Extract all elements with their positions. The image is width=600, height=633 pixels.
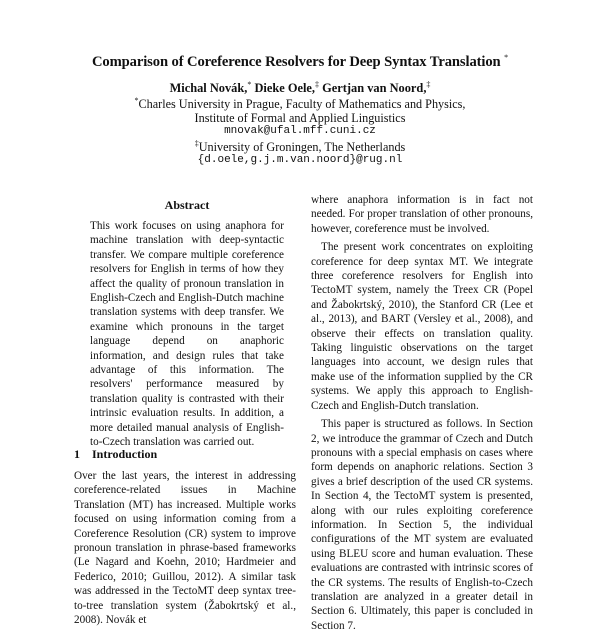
author-mark: *: [247, 80, 252, 89]
affiliation-mark: ‡: [194, 139, 199, 148]
section-title: Introduction: [92, 447, 158, 461]
author-email: mnovak@ufal.mff.cuni.cz: [224, 125, 376, 137]
author-name: Dieke Oele,: [254, 81, 316, 96]
paper-title-text: Comparison of Coreference Resolvers for Deep Syntax Translation: [91, 53, 501, 70]
affiliation-line: Institute of Formal and Applied Linguistics: [194, 111, 406, 125]
author-mark: ‡: [426, 80, 431, 89]
right-column: [311, 193, 533, 633]
paper-title: [0, 53, 600, 71]
affiliation-text: Charles University in Prague, Faculty of Mathematics and Physics,: [138, 97, 466, 112]
author-email: {d.oele,g.j.m.van.noord}@rug.nl: [197, 154, 403, 166]
affiliation-mark: *: [134, 96, 139, 105]
affiliation-line: [0, 139, 600, 155]
paragraph: Over the last years, the interest in addressing coreference-related issues in Machine Translation (MT) has increased. Multiple works focused on using information coming from a Coreference Resolution (CR) system to improve pronoun translation in phrase-based frameworks (Le Nagard and Koehn, 2010; Hardmeier and Federico, 2010; Guillou, 2012). A similar task was addressed in the TectoMT deep syntax tree-to-tree translation system (Žabokrtský et al., 2008). Novák et: [74, 470, 296, 627]
affiliation-line: [0, 96, 600, 112]
paragraph: This paper is structured as follows. In Section 2, we introduce the grammar of Czech and Dutch pronouns with a special emphasis on cases where form depends on anaphoric relations. Section 3 gives a brief description of the used CR systems. In Section 4, the TectoMT system is presented, along with our rules exploiting coreference information. In Section 5, the individual configurations of the MT system are evaluated using BLEU score and human evaluation. These evaluations are contrasted with intrinsic scores of the CR systems. The results of English-to-Czech translation are analyzed in a greater detail in Section 6. Ultimately, this paper is concluded in Section 7.: [311, 418, 533, 632]
author-list: [0, 80, 600, 96]
abstract-heading: Abstract: [164, 198, 210, 212]
intro-text: [74, 469, 296, 627]
section-number: 1: [74, 447, 80, 461]
abstract-text: This work focuses on using anaphora for machine translation with deep-syntactic transfer. We compare multiple coreference resolvers for English in terms of how they affect the quality of pronoun translation in English-Czech and English-Dutch machine translation systems with deep transfer. We examine which pronouns in the target language depend on anaphoric information, and design rules that take advantage of this information. The resolvers' performance measured by translation quality is contrasted with their intrinsic evaluation results. In addition, a more detailed manual analysis of English-to-Czech translation was carried out.: [90, 220, 284, 449]
paragraph: where anaphora information is in fact not needed. For proper translation of other pronouns, however, coreference must be involved.: [311, 194, 533, 235]
affiliation-text: University of Groningen, The Netherlands: [198, 140, 406, 155]
author-name: Gertjan van Noord,: [322, 81, 427, 96]
author-mark: ‡: [315, 80, 320, 89]
paragraph: The present work concentrates on exploiting coreference for deep syntax MT. We integrate three coreference resolvers for English into TectoMT system, namely the Treex CR (Popel and Žabokrtský, 2010), the Stanford CR (Lee et al., 2013), and BART (Versley et al., 2008), and observe their effects on translation quality. Taking linguistic observations on the target languages into account, we design rules that make use of the information supplied by the CR systems. We apply this approach to English-Czech and English-Dutch translation.: [311, 241, 533, 412]
section-heading: [74, 447, 157, 462]
author-name: Michal Novák,: [169, 81, 248, 96]
title-footnote-mark: *: [504, 53, 509, 62]
